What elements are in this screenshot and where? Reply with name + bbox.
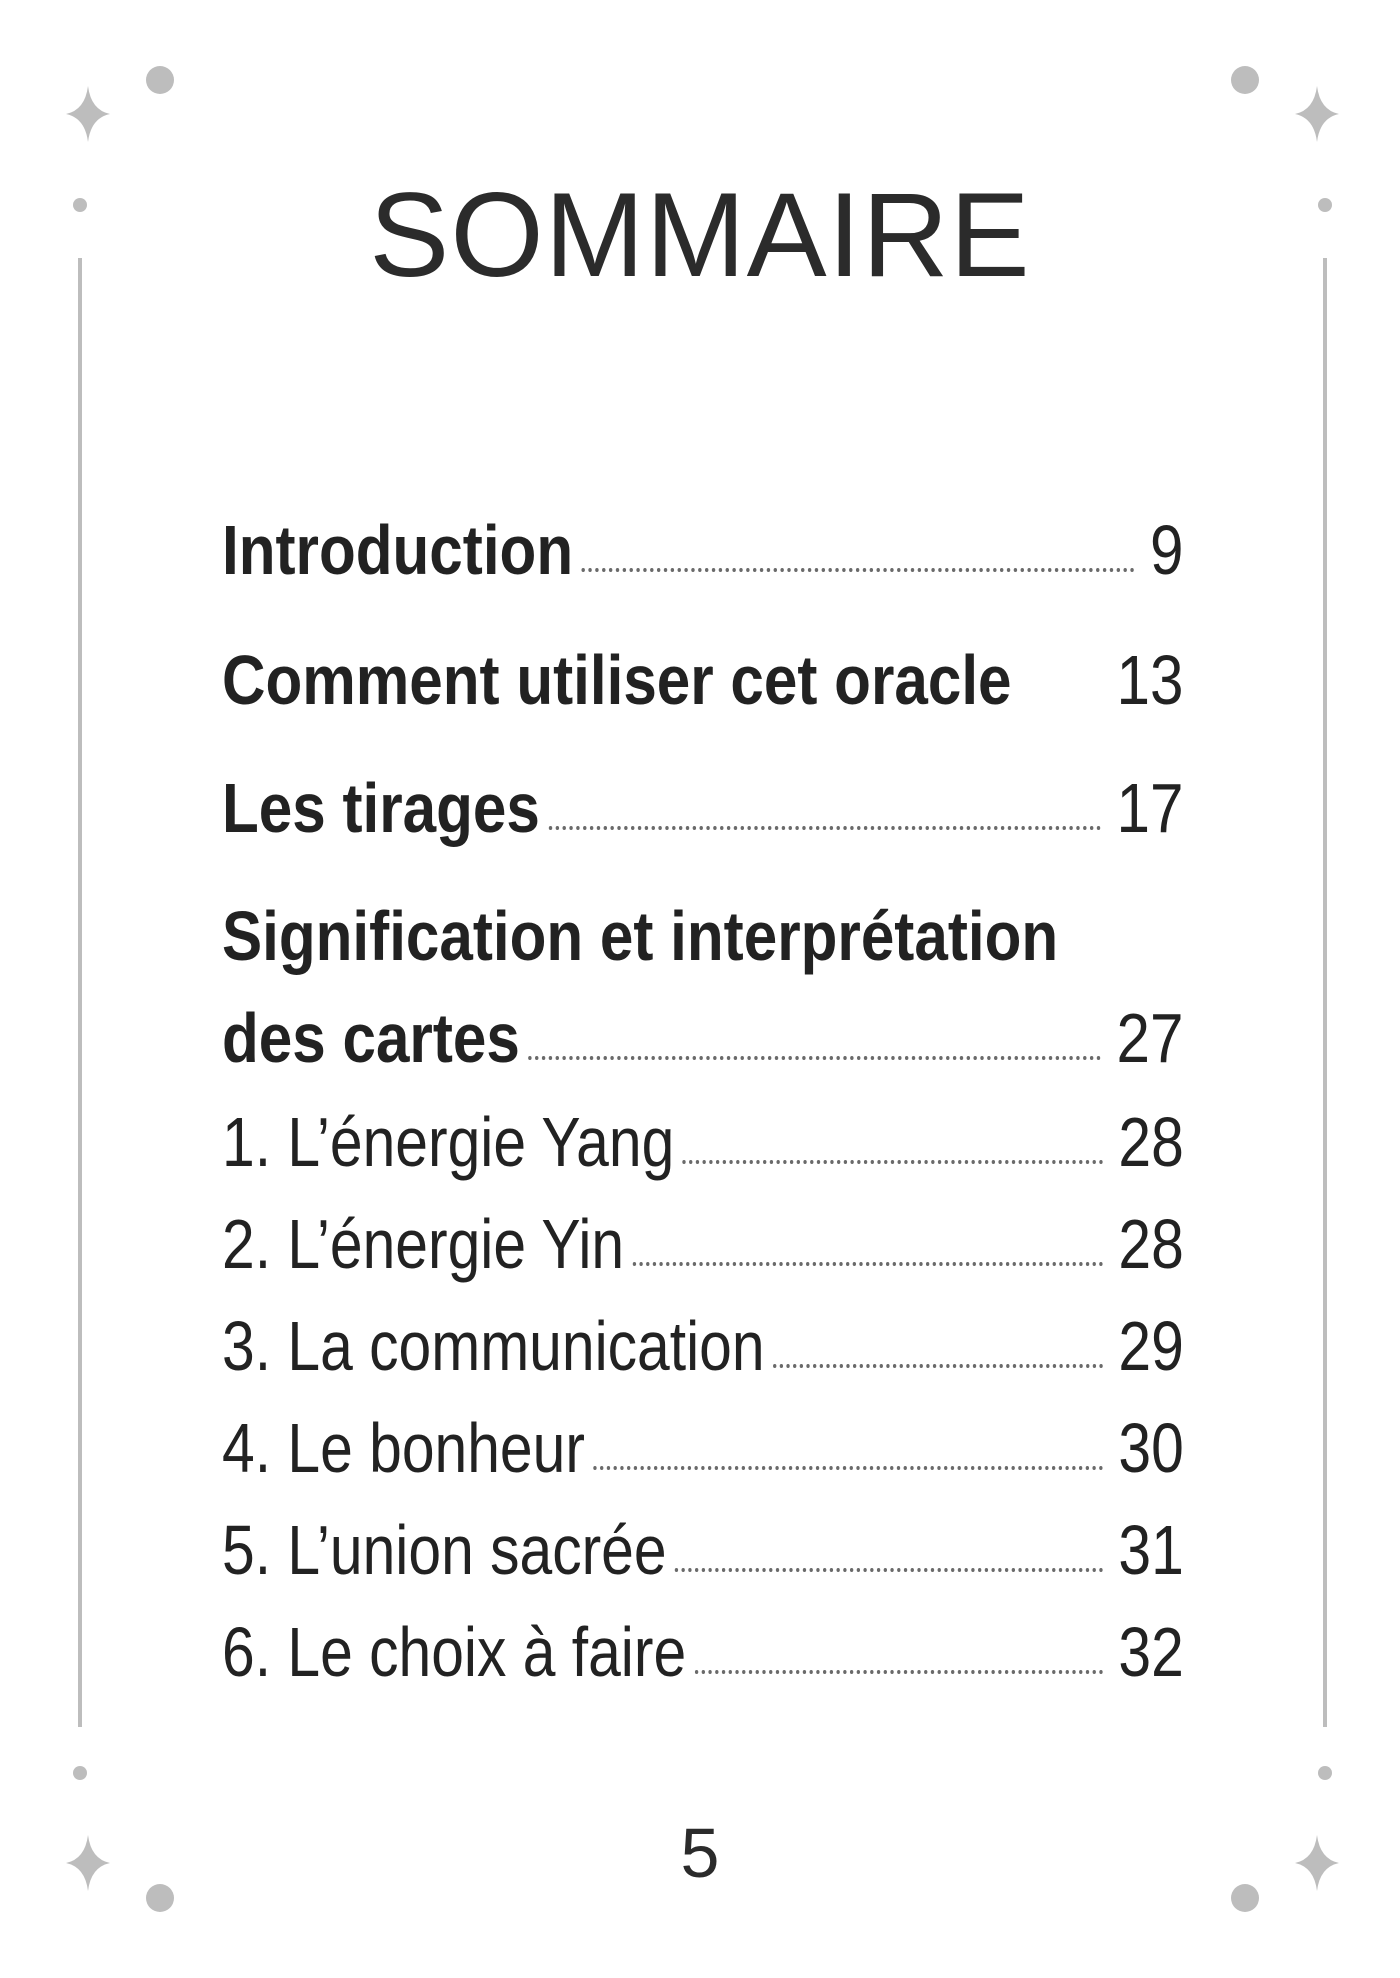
dot-icon bbox=[1231, 1884, 1259, 1912]
toc-entry[interactable] bbox=[222, 510, 1183, 640]
toc-entry-page: 31 bbox=[1118, 1511, 1184, 1589]
toc-entry-label: 6. Le choix à faire bbox=[222, 1613, 687, 1691]
dot-icon bbox=[146, 1884, 174, 1912]
dot-icon bbox=[1318, 1766, 1332, 1780]
toc-entry-page: 32 bbox=[1118, 1613, 1184, 1691]
table-of-contents bbox=[222, 510, 1184, 1714]
dot-leader bbox=[593, 1462, 1103, 1470]
dot-leader bbox=[695, 1666, 1104, 1674]
toc-entry-page: 28 bbox=[1118, 1205, 1184, 1283]
dot-leader bbox=[683, 1156, 1104, 1164]
dot-leader bbox=[528, 1052, 1101, 1060]
toc-entry-page: 17 bbox=[1116, 769, 1184, 847]
page-title: SOMMAIRE bbox=[369, 168, 1031, 302]
dot-icon bbox=[73, 1766, 87, 1780]
dot-leader bbox=[1020, 698, 1101, 702]
toc-subentry[interactable] bbox=[222, 1306, 1184, 1408]
toc-entry[interactable] bbox=[222, 768, 1183, 896]
toc-entry-page: 27 bbox=[1116, 999, 1184, 1077]
toc-entry-label: Comment utiliser cet oracle bbox=[222, 641, 1012, 719]
toc-entry[interactable] bbox=[222, 998, 1183, 1102]
sparkle-icon bbox=[66, 86, 110, 142]
toc-entry-page: 9 bbox=[1149, 511, 1184, 589]
dot-leader bbox=[548, 822, 1101, 830]
toc-entry-label-line1[interactable]: Signification et interprétation bbox=[222, 897, 1059, 975]
toc-subentry[interactable] bbox=[222, 1510, 1184, 1612]
sparkle-icon bbox=[1295, 86, 1339, 142]
dot-icon bbox=[146, 66, 174, 94]
toc-entry-page: 13 bbox=[1116, 641, 1184, 719]
toc-entry[interactable] bbox=[222, 640, 1183, 768]
dot-leader bbox=[675, 1564, 1103, 1572]
toc-entry-label: 5. L’union sacrée bbox=[222, 1511, 667, 1589]
dot-leader bbox=[773, 1360, 1103, 1368]
toc-subentry[interactable] bbox=[222, 1408, 1184, 1510]
toc-subentry[interactable] bbox=[222, 1612, 1184, 1714]
dot-leader bbox=[633, 1258, 1104, 1266]
toc-entry-label: 2. L’énergie Yin bbox=[222, 1205, 625, 1283]
toc-entry-page: 28 bbox=[1118, 1103, 1184, 1181]
toc-entry-label: 1. L’énergie Yang bbox=[222, 1103, 675, 1181]
toc-entry-label: 3. La communication bbox=[222, 1307, 765, 1385]
toc-subentry[interactable] bbox=[222, 1102, 1184, 1204]
toc-entry-label: 4. Le bonheur bbox=[222, 1409, 585, 1487]
toc-entry-page: 29 bbox=[1118, 1307, 1184, 1385]
page-number: 5 bbox=[680, 1814, 720, 1892]
toc-entry-label: Introduction bbox=[222, 511, 574, 589]
toc-entry-label: Les tirages bbox=[222, 769, 540, 847]
dot-leader bbox=[582, 564, 1135, 572]
toc-subentry[interactable] bbox=[222, 1204, 1184, 1306]
toc-entry-label: des cartes bbox=[222, 999, 520, 1077]
toc-entry-page: 30 bbox=[1118, 1409, 1184, 1487]
dot-icon bbox=[1231, 66, 1259, 94]
